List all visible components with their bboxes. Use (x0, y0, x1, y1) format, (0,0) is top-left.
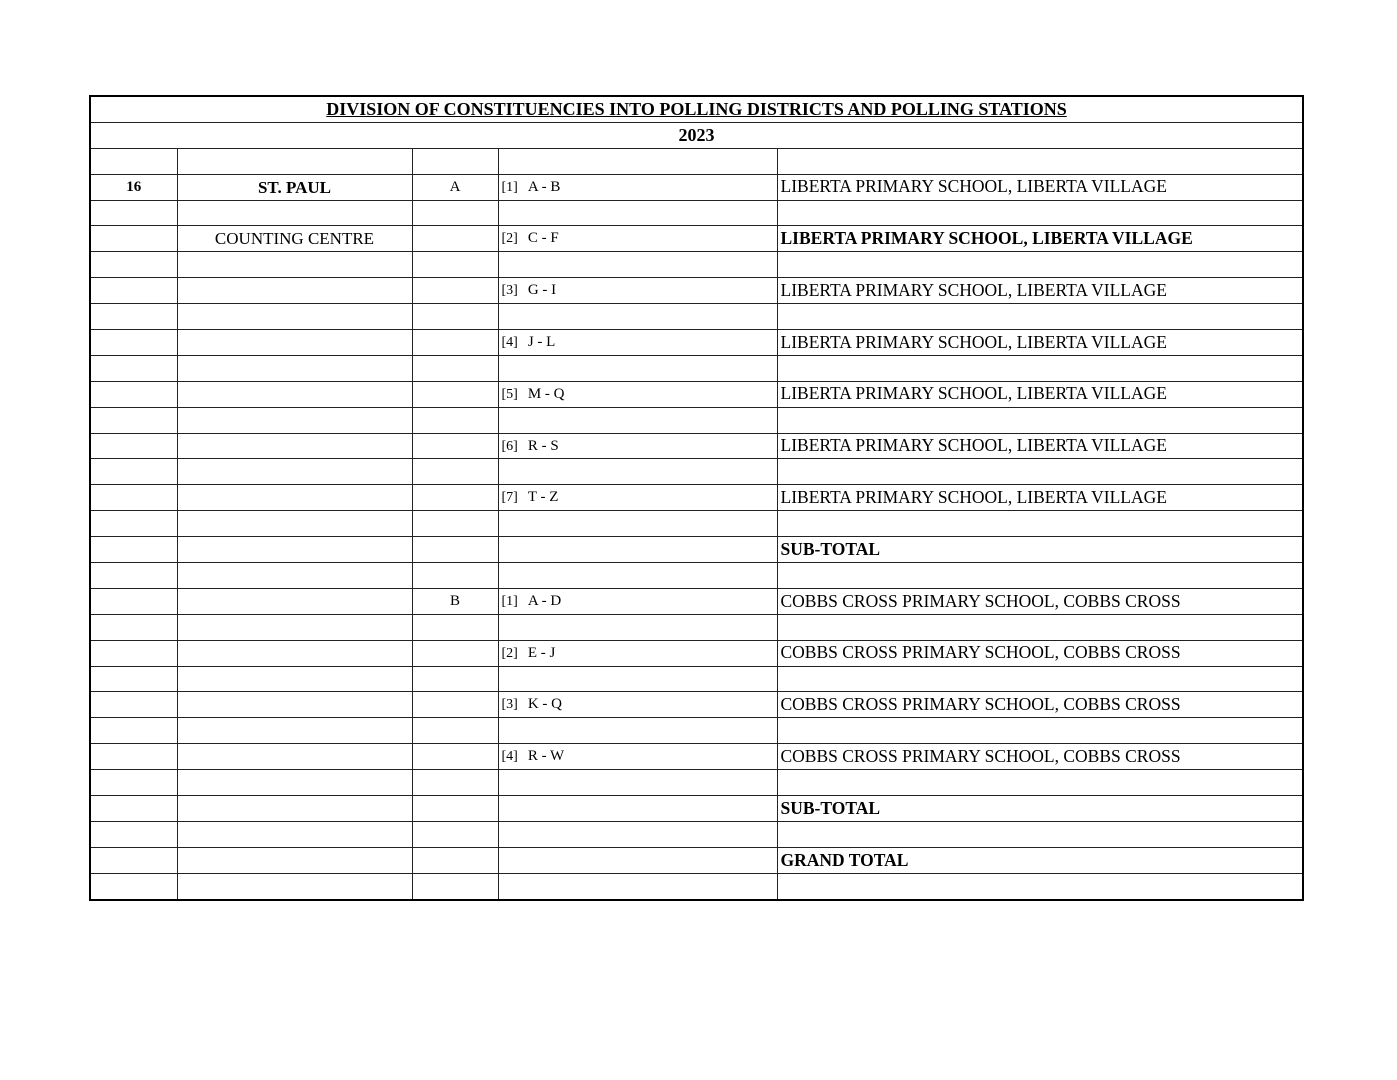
polling-station-cell (498, 796, 777, 822)
polling-station-cell (498, 433, 777, 459)
polling-location-cell (777, 355, 1302, 381)
constituency-number-cell (91, 252, 177, 278)
constituency-number-cell (91, 278, 177, 304)
constituency-name-cell (177, 796, 412, 822)
constituency-number-cell (91, 614, 177, 640)
constituency-number-cell (91, 718, 177, 744)
document-title: DIVISION OF CONSTITUENCIES INTO POLLING DISTRICTS AND POLLING STATIONS (326, 99, 1067, 120)
polling-district-cell (412, 511, 498, 537)
station-code: [3] (501, 283, 518, 299)
station-letter-range: E - J (527, 644, 556, 661)
polling-location-cell: LIBERTA PRIMARY SCHOOL, LIBERTA VILLAGE (777, 226, 1302, 252)
polling-district-cell (412, 614, 498, 640)
polling-station-cell (498, 744, 777, 770)
constituency-number-cell (91, 563, 177, 589)
polling-location-cell (777, 407, 1302, 433)
station-code: [5] (501, 386, 518, 402)
constituency-name-cell (177, 614, 412, 640)
polling-station-cell (498, 226, 777, 252)
constituency-number-cell (91, 847, 177, 873)
station-letter-range: A - D (527, 592, 562, 609)
polling-location-cell: COBBS CROSS PRIMARY SCHOOL, COBBS CROSS (777, 692, 1302, 718)
polling-location-cell: SUB-TOTAL (777, 537, 1302, 563)
polling-station-cell (498, 278, 777, 304)
polling-station-cell (498, 666, 777, 692)
constituency-number-cell (91, 744, 177, 770)
polling-location-cell (777, 459, 1302, 485)
constituency-number-cell (91, 485, 177, 511)
table-row (91, 304, 1302, 330)
constituency-name-cell (177, 666, 412, 692)
polling-location-cell (777, 873, 1302, 898)
constituency-name-cell (177, 511, 412, 537)
table-row (91, 718, 1302, 744)
station-letter-range: R - S (527, 437, 559, 454)
polling-location-cell (777, 666, 1302, 692)
table-row (91, 407, 1302, 433)
constituency-number-cell (91, 770, 177, 796)
constituency-name-cell (177, 459, 412, 485)
constituency-number-cell (91, 355, 177, 381)
constituency-name-cell (177, 433, 412, 459)
table-row (91, 485, 1302, 511)
constituency-number-cell (91, 796, 177, 822)
polling-station-cell (498, 847, 777, 873)
polling-district-cell (412, 459, 498, 485)
constituency-number-cell (91, 511, 177, 537)
polling-location-cell (777, 252, 1302, 278)
polling-district-cell (412, 796, 498, 822)
polling-location-cell: LIBERTA PRIMARY SCHOOL, LIBERTA VILLAGE (777, 485, 1302, 511)
table-row (91, 821, 1302, 847)
polling-location-cell (777, 148, 1302, 174)
document-title-cell (91, 97, 1302, 122)
polling-district-cell: A (412, 174, 498, 200)
polling-station-cell (498, 588, 777, 614)
constituency-number-cell (91, 304, 177, 330)
constituency-number-cell (91, 226, 177, 252)
polling-location-cell (777, 821, 1302, 847)
constituency-number-cell (91, 407, 177, 433)
polling-station-cell (498, 459, 777, 485)
station-code: [2] (501, 231, 518, 247)
polling-district-cell (412, 847, 498, 873)
station-code: [7] (501, 490, 518, 506)
polling-station-cell (498, 381, 777, 407)
table-row (91, 614, 1302, 640)
polling-district-cell (412, 278, 498, 304)
polling-location-cell (777, 614, 1302, 640)
constituency-name-cell (177, 847, 412, 873)
station-code: [1] (501, 179, 518, 195)
table-row (91, 200, 1302, 226)
polling-location-cell (777, 304, 1302, 330)
polling-district-cell (412, 485, 498, 511)
constituency-name-cell (177, 485, 412, 511)
polling-district-cell (412, 252, 498, 278)
polling-location-cell: LIBERTA PRIMARY SCHOOL, LIBERTA VILLAGE (777, 381, 1302, 407)
constituency-name-cell (177, 744, 412, 770)
table-row (91, 252, 1302, 278)
table-row (91, 278, 1302, 304)
station-code: [4] (501, 749, 518, 765)
polling-district-cell (412, 433, 498, 459)
constituency-number-cell (91, 148, 177, 174)
table-row (91, 148, 1302, 174)
station-code: [4] (501, 334, 518, 350)
constituency-number-cell (91, 692, 177, 718)
polling-district-cell (412, 355, 498, 381)
polling-location-cell (777, 200, 1302, 226)
constituency-name-cell (177, 588, 412, 614)
station-code: [2] (501, 645, 518, 661)
constituency-number-cell: 16 (91, 174, 177, 200)
station-letter-range: J - L (527, 333, 556, 350)
year-row (91, 122, 1302, 148)
constituency-name-cell (177, 692, 412, 718)
constituency-number-cell (91, 640, 177, 666)
constituency-number-cell (91, 537, 177, 563)
table-row (91, 588, 1302, 614)
polling-district-cell (412, 304, 498, 330)
polling-location-cell: COBBS CROSS PRIMARY SCHOOL, COBBS CROSS (777, 744, 1302, 770)
document-year: 2023 (91, 122, 1302, 148)
polling-district-cell: B (412, 588, 498, 614)
polling-district-cell (412, 407, 498, 433)
station-letter-range: T - Z (527, 489, 559, 506)
constituency-name-cell (177, 537, 412, 563)
polling-district-cell (412, 537, 498, 563)
polling-station-cell (498, 640, 777, 666)
constituency-number-cell (91, 200, 177, 226)
polling-station-cell (498, 407, 777, 433)
station-letter-range: K - Q (527, 696, 562, 713)
polling-district-cell (412, 770, 498, 796)
station-code: [3] (501, 697, 518, 713)
polling-station-cell (498, 252, 777, 278)
polling-station-cell (498, 174, 777, 200)
constituency-name-cell (177, 330, 412, 356)
polling-location-cell: LIBERTA PRIMARY SCHOOL, LIBERTA VILLAGE (777, 278, 1302, 304)
constituency-number-cell (91, 459, 177, 485)
table-row (91, 692, 1302, 718)
polling-district-cell (412, 381, 498, 407)
polling-stations-table (91, 97, 1302, 899)
polling-station-cell (498, 330, 777, 356)
polling-district-cell (412, 640, 498, 666)
table-row (91, 511, 1302, 537)
table-row (91, 796, 1302, 822)
table-row (91, 226, 1302, 252)
polling-location-cell: LIBERTA PRIMARY SCHOOL, LIBERTA VILLAGE (777, 330, 1302, 356)
polling-location-cell: COBBS CROSS PRIMARY SCHOOL, COBBS CROSS (777, 640, 1302, 666)
polling-station-cell (498, 873, 777, 898)
polling-station-cell (498, 511, 777, 537)
polling-district-cell (412, 226, 498, 252)
polling-station-cell (498, 304, 777, 330)
polling-station-cell (498, 485, 777, 511)
polling-station-cell (498, 355, 777, 381)
station-letter-range: G - I (527, 282, 557, 299)
polling-location-cell: SUB-TOTAL (777, 796, 1302, 822)
polling-location-cell: GRAND TOTAL (777, 847, 1302, 873)
station-letter-range: M - Q (527, 385, 565, 402)
polling-district-cell (412, 148, 498, 174)
station-letter-range: A - B (527, 178, 561, 195)
constituency-number-cell (91, 433, 177, 459)
constituency-name-cell (177, 718, 412, 744)
polling-location-cell: LIBERTA PRIMARY SCHOOL, LIBERTA VILLAGE (777, 433, 1302, 459)
constituency-name-cell (177, 821, 412, 847)
polling-stations-sheet (89, 95, 1304, 901)
constituency-number-cell (91, 381, 177, 407)
constituency-name-cell: COUNTING CENTRE (177, 226, 412, 252)
polling-district-cell (412, 744, 498, 770)
polling-location-cell (777, 511, 1302, 537)
table-row (91, 873, 1302, 898)
table-row (91, 770, 1302, 796)
polling-district-cell (412, 666, 498, 692)
polling-station-cell (498, 563, 777, 589)
constituency-name-cell (177, 304, 412, 330)
table-row (91, 666, 1302, 692)
constituency-number-cell (91, 588, 177, 614)
constituency-name-cell (177, 407, 412, 433)
polling-district-cell (412, 692, 498, 718)
polling-station-cell (498, 821, 777, 847)
constituency-name-cell (177, 252, 412, 278)
table-row (91, 537, 1302, 563)
constituency-number-cell (91, 330, 177, 356)
table-row (91, 847, 1302, 873)
station-letter-range: R - W (527, 748, 565, 765)
polling-district-cell (412, 873, 498, 898)
table-row (91, 433, 1302, 459)
table-row (91, 330, 1302, 356)
polling-location-cell (777, 563, 1302, 589)
polling-station-cell (498, 614, 777, 640)
polling-district-cell (412, 821, 498, 847)
constituency-name-cell (177, 873, 412, 898)
station-code: [1] (501, 593, 518, 609)
polling-location-cell: LIBERTA PRIMARY SCHOOL, LIBERTA VILLAGE (777, 174, 1302, 200)
title-row (91, 97, 1302, 122)
station-letter-range: C - F (527, 230, 559, 247)
constituency-number-cell (91, 821, 177, 847)
table-row (91, 563, 1302, 589)
polling-station-cell (498, 200, 777, 226)
constituency-name-cell (177, 355, 412, 381)
polling-station-cell (498, 537, 777, 563)
constituency-name-cell (177, 200, 412, 226)
polling-station-cell (498, 770, 777, 796)
constituency-name-cell: ST. PAUL (177, 174, 412, 200)
table-row (91, 355, 1302, 381)
table-row (91, 381, 1302, 407)
constituency-name-cell (177, 770, 412, 796)
constituency-name-cell (177, 381, 412, 407)
constituency-name-cell (177, 148, 412, 174)
polling-station-cell (498, 692, 777, 718)
constituency-name-cell (177, 563, 412, 589)
constituency-name-cell (177, 640, 412, 666)
table-row (91, 174, 1302, 200)
polling-location-cell: COBBS CROSS PRIMARY SCHOOL, COBBS CROSS (777, 588, 1302, 614)
polling-location-cell (777, 718, 1302, 744)
polling-station-cell (498, 718, 777, 744)
station-code: [6] (501, 438, 518, 454)
constituency-number-cell (91, 873, 177, 898)
constituency-name-cell (177, 278, 412, 304)
table-row (91, 744, 1302, 770)
polling-district-cell (412, 718, 498, 744)
table-row (91, 459, 1302, 485)
polling-station-cell (498, 148, 777, 174)
polling-district-cell (412, 330, 498, 356)
constituency-number-cell (91, 666, 177, 692)
table-row (91, 640, 1302, 666)
polling-location-cell (777, 770, 1302, 796)
polling-district-cell (412, 563, 498, 589)
polling-district-cell (412, 200, 498, 226)
